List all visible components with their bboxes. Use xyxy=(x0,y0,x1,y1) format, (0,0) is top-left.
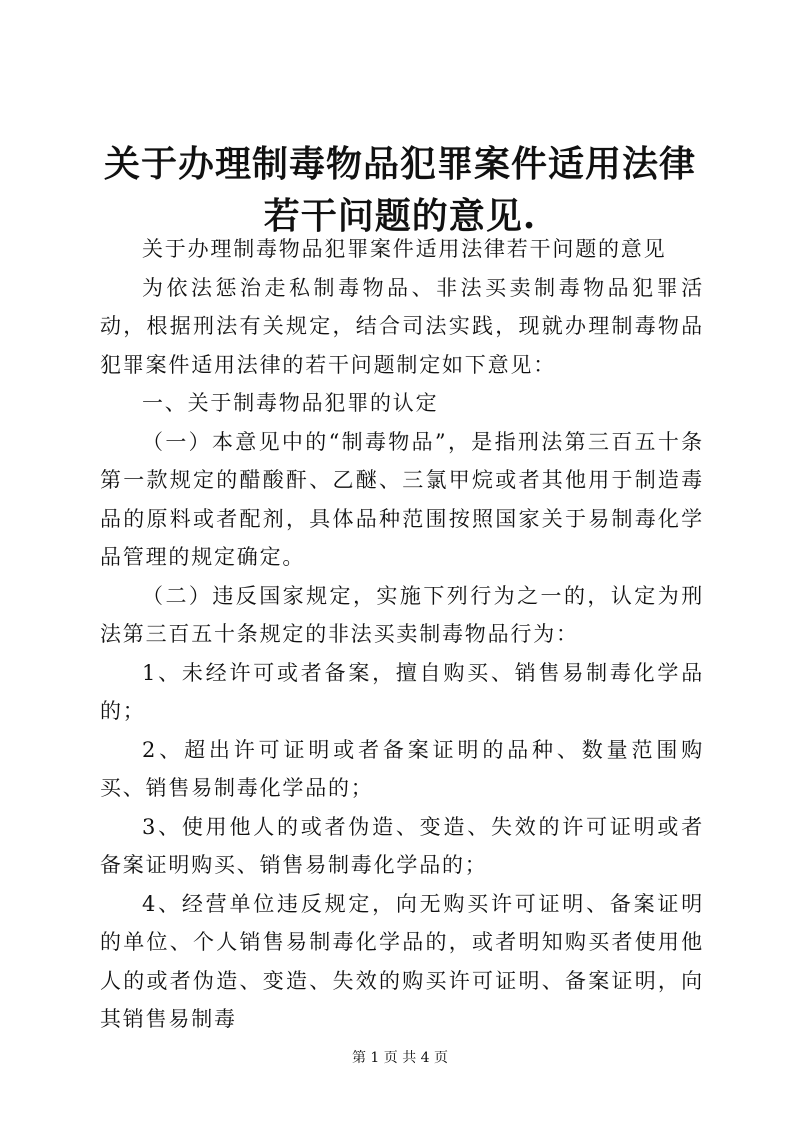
paragraph-preamble: 为依法惩治走私制毒物品、非法买卖制毒物品犯罪活动，根据刑法有关规定，结合司法实践，现就办理制毒物品犯罪案件适用法律的若干问题制定如下意见： xyxy=(100,275,704,377)
paragraph-clause-1: （一）本意见中的“制毒物品”，是指刑法第三百五十条第一款规定的醋酸酐、乙醚、三氯甲烷或者其他用于制造毒品的原料或者配剂，具体品种范围按照国家关于易制毒化学品管理的规定确定。 xyxy=(100,429,704,569)
paragraph-clause-2: （二）违反国家规定，实施下列行为之一的，认定为刑法第三百五十条规定的非法买卖制毒物品行为： xyxy=(100,583,704,646)
document-body xyxy=(100,230,704,1039)
page-footer: 第 1 页 共 4 页 xyxy=(351,1050,449,1066)
list-item: 2、超出许可证明或者备案证明的品种、数量范围购买、销售易制毒化学品的； xyxy=(100,737,704,800)
document-title: 关于办理制毒物品犯罪案件适用法律若干问题的意见. xyxy=(103,143,696,237)
section-heading: 一、关于制毒物品犯罪的认定 xyxy=(142,391,439,415)
paragraph-subtitle: 关于办理制毒物品犯罪案件适用法律若干问题的意见 xyxy=(142,237,667,261)
list-item: 1、未经许可或者备案，擅自购买、销售易制毒化学品的； xyxy=(100,660,704,723)
list-item: 4、经营单位违反规定，向无购买许可证明、备案证明的单位、个人销售易制毒化学品的，或者明知购买者使用他人的或者伪造、变造、失效的购买许可证明、备案证明，向其销售易制毒 xyxy=(100,891,704,1031)
list-item: 3、使用他人的或者伪造、变造、失效的许可证明或者备案证明购买、销售易制毒化学品的； xyxy=(100,814,704,877)
